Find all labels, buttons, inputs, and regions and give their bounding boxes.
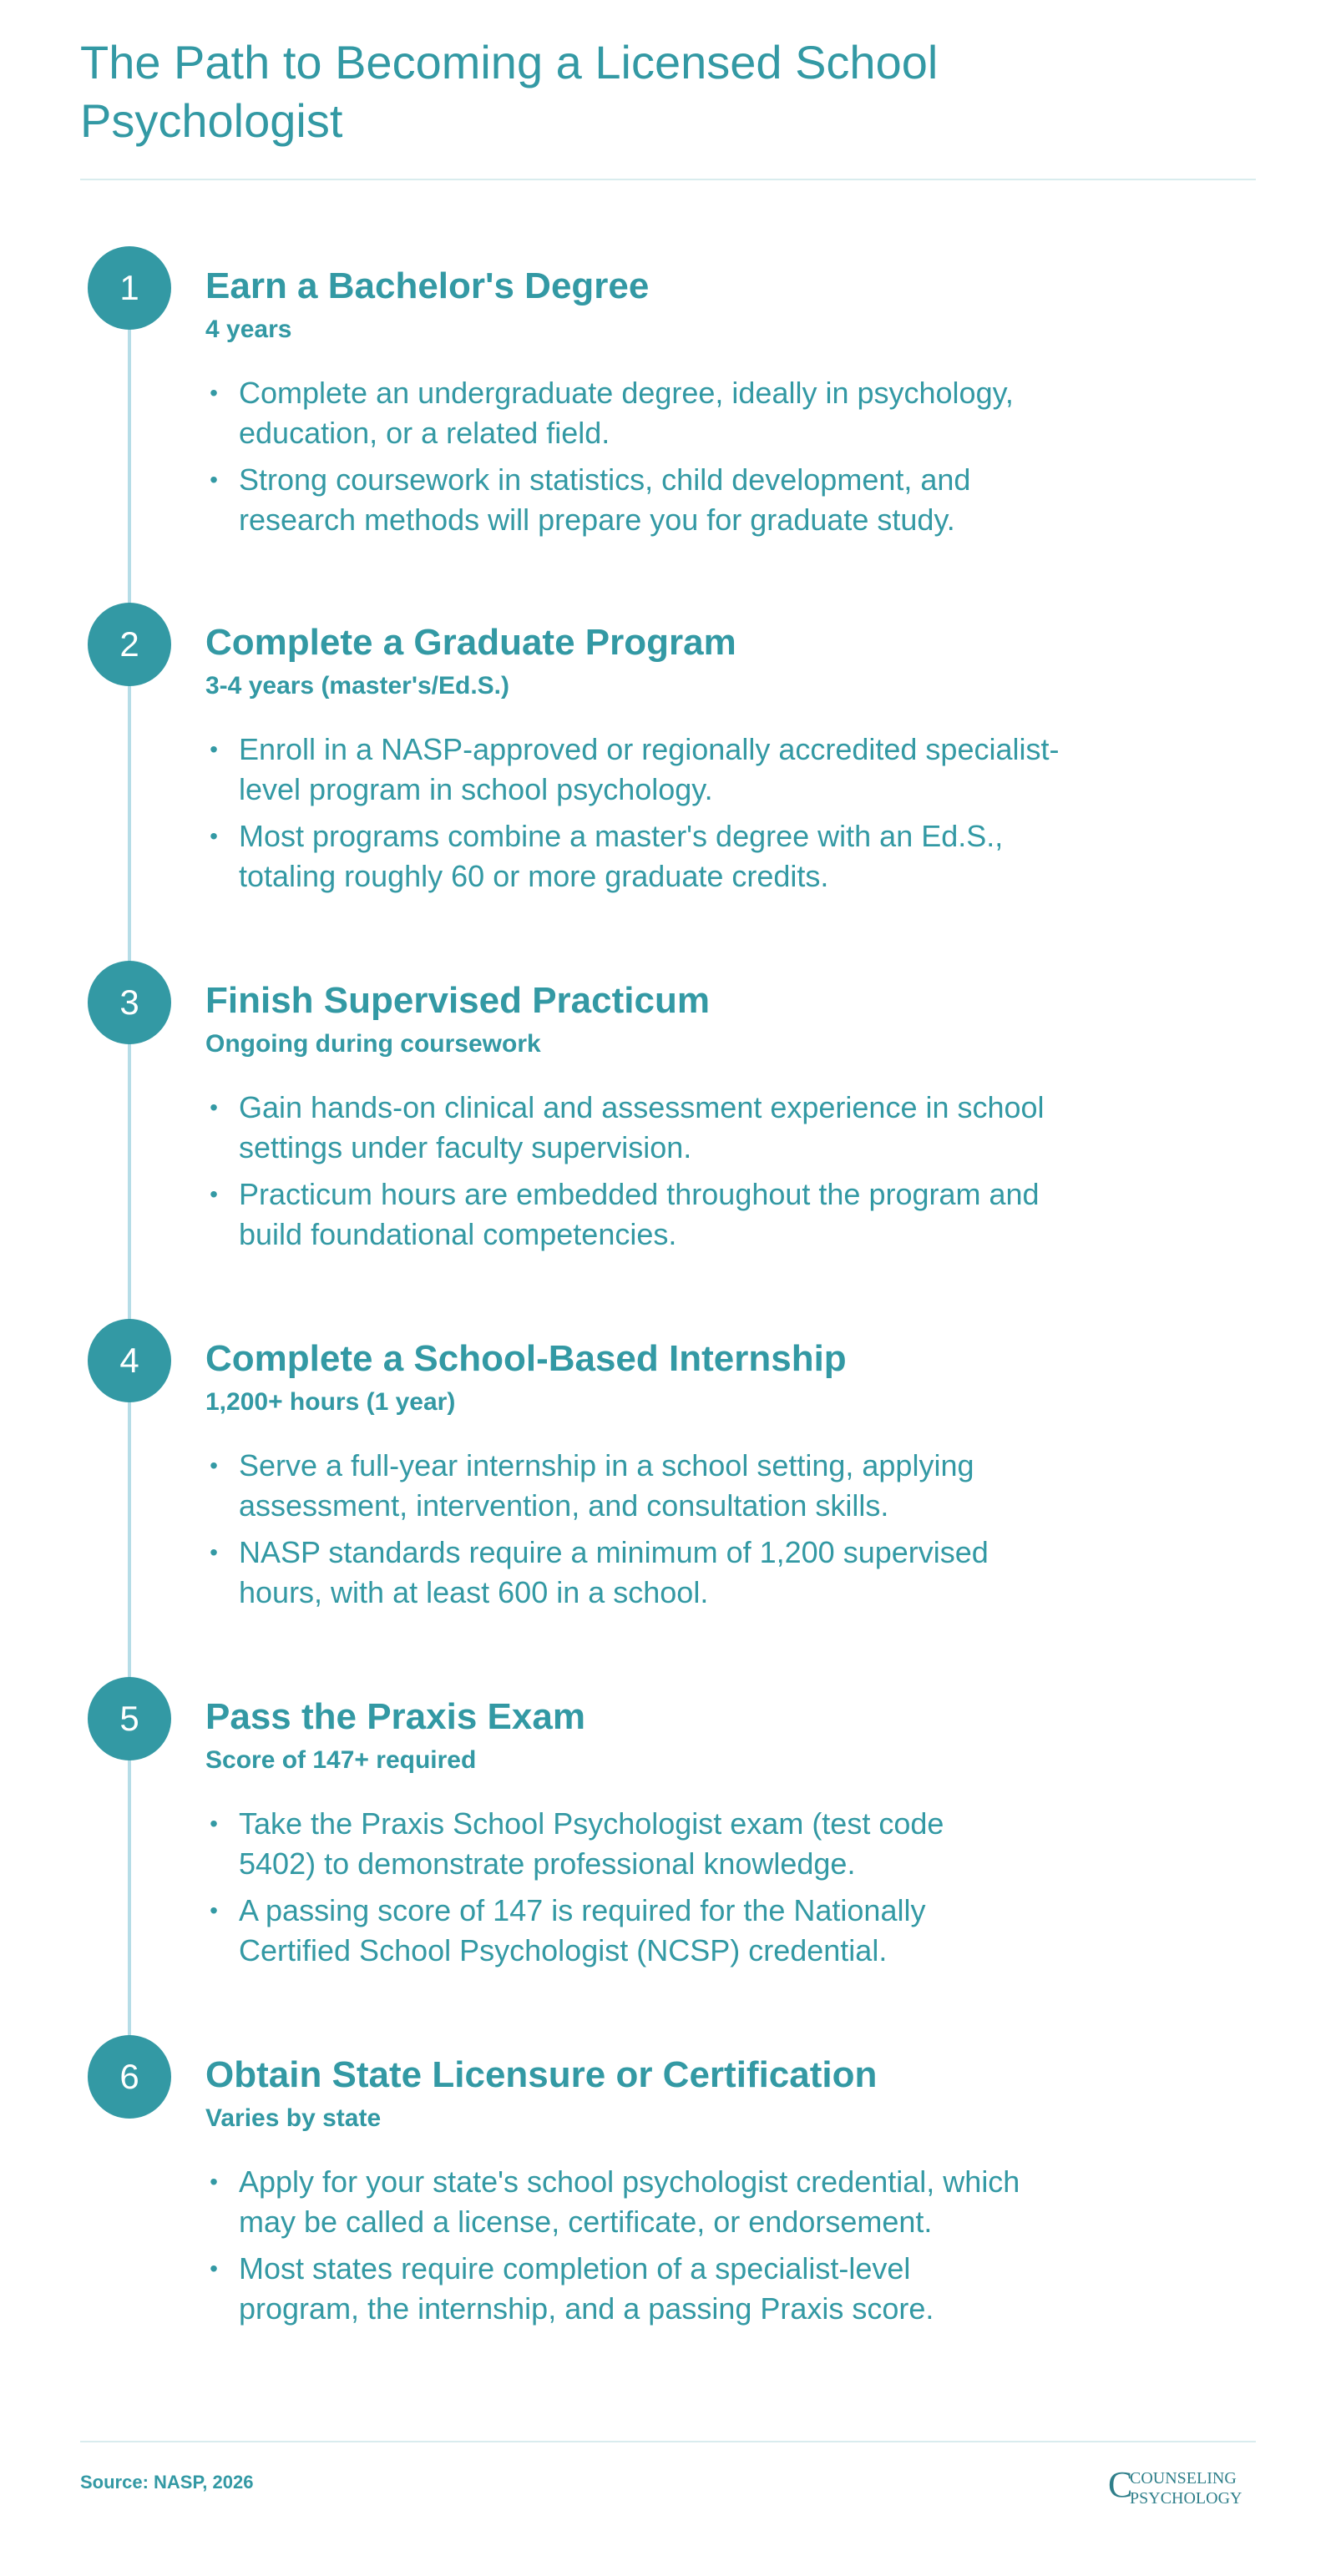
step-duration: Ongoing during coursework	[205, 1030, 541, 1058]
step-number-badge: 4	[88, 1319, 171, 1402]
bullet-text: A passing score of 147 is required for the Nationally Certified School Psychologist (NCSP) credential.	[239, 1893, 926, 1967]
bullet-icon: •	[210, 1811, 218, 1836]
step-number-badge: 2	[88, 603, 171, 686]
bullet-text: Enroll in a NASP-approved or regionally accredited specialist-level program in school psychology.	[239, 732, 1060, 806]
bullet-icon: •	[210, 1452, 218, 1478]
step-title: Complete a School-Based Internship	[205, 1338, 847, 1379]
logo-mark-icon: C	[1108, 2464, 1133, 2505]
list-item	[205, 1446, 1040, 1526]
step-bullet-list	[205, 1804, 1007, 1977]
bullet-text: Apply for your state's school psychologist credential, which may be called a license, certificate, or endorsement.	[239, 2164, 1020, 2239]
bullet-text: Take the Praxis School Psychologist exam (test code 5402) to demonstrate professional knowledge.	[239, 1806, 944, 1881]
page-title: The Path to Becoming a Licensed School Psychologist	[80, 36, 939, 147]
step-title: Earn a Bachelor's Degree	[205, 265, 650, 306]
bullet-text: NASP standards require a minimum of 1,200 supervised hours, with at least 600 in a school.	[239, 1535, 989, 1609]
bullet-icon: •	[210, 1539, 218, 1565]
bullet-text: Serve a full-year internship in a school setting, applying assessment, intervention, and consultation skills.	[239, 1448, 974, 1523]
bullet-text: Most programs combine a master's degree with an Ed.S., totaling roughly 60 or more graduate credits.	[239, 819, 1004, 893]
step-number-badge: 5	[88, 1677, 171, 1760]
logo-text-line1: COUNSELING	[1130, 2469, 1237, 2488]
list-item	[205, 1533, 1040, 1613]
bullet-icon: •	[210, 1897, 218, 1923]
step-title: Obtain State Licensure or Certification	[205, 2054, 878, 2095]
bullet-icon: •	[210, 736, 218, 762]
list-item	[205, 2249, 1024, 2329]
bullet-text: Complete an undergraduate degree, ideally in psychology, education, or a related field.	[239, 376, 1014, 450]
counseling-psychology-logo	[1108, 2462, 1258, 2513]
step-duration: Varies by state	[205, 2104, 382, 2132]
logo-text-line2: PSYCHOLOGY	[1130, 2489, 1242, 2508]
step-number-badge: 6	[88, 2035, 171, 2119]
list-item	[205, 1088, 1107, 1168]
bullet-icon: •	[210, 380, 218, 406]
step-title: Pass the Praxis Exam	[205, 1696, 585, 1737]
step-bullet-list	[205, 373, 1040, 547]
bullet-text: Most states require completion of a specialist-level program, the internship, and a passing Praxis score.	[239, 2251, 934, 2326]
bullet-icon: •	[210, 1094, 218, 1120]
source-note: Source: NASP, 2026	[80, 2472, 254, 2493]
step-number-badge: 3	[88, 961, 171, 1044]
list-item	[205, 460, 1040, 540]
list-item	[205, 1804, 1007, 1884]
list-item	[205, 1174, 1107, 1255]
bullet-icon: •	[210, 823, 218, 849]
step-duration: Score of 147+ required	[205, 1746, 477, 1774]
list-item	[205, 730, 1082, 810]
list-item	[205, 2162, 1024, 2242]
bullet-icon: •	[210, 2255, 218, 2281]
footer-divider	[80, 2441, 1256, 2442]
title-divider	[80, 179, 1256, 180]
step-bullet-list	[205, 2162, 1024, 2336]
step-number-badge: 1	[88, 246, 171, 330]
list-item	[205, 373, 1040, 453]
bullet-icon: •	[210, 467, 218, 492]
step-bullet-list	[205, 1088, 1107, 1261]
step-bullet-list	[205, 1446, 1040, 1619]
step-duration: 4 years	[205, 316, 292, 343]
timeline-connector	[128, 288, 131, 2083]
step-duration: 3-4 years (master's/Ed.S.)	[205, 672, 509, 700]
step-title: Finish Supervised Practicum	[205, 980, 710, 1021]
step-bullet-list	[205, 730, 1082, 903]
bullet-text: Gain hands-on clinical and assessment experience in school settings under faculty supervision.	[239, 1090, 1045, 1164]
bullet-icon: •	[210, 1181, 218, 1207]
bullet-text: Practicum hours are embedded throughout the program and build foundational competencies.	[239, 1177, 1040, 1251]
list-item	[205, 1891, 1007, 1971]
step-title: Complete a Graduate Program	[205, 622, 736, 663]
bullet-text: Strong coursework in statistics, child development, and research methods will prepare you for graduate study.	[239, 462, 971, 537]
step-duration: 1,200+ hours (1 year)	[205, 1388, 456, 1416]
list-item	[205, 816, 1082, 897]
bullet-icon: •	[210, 2169, 218, 2195]
